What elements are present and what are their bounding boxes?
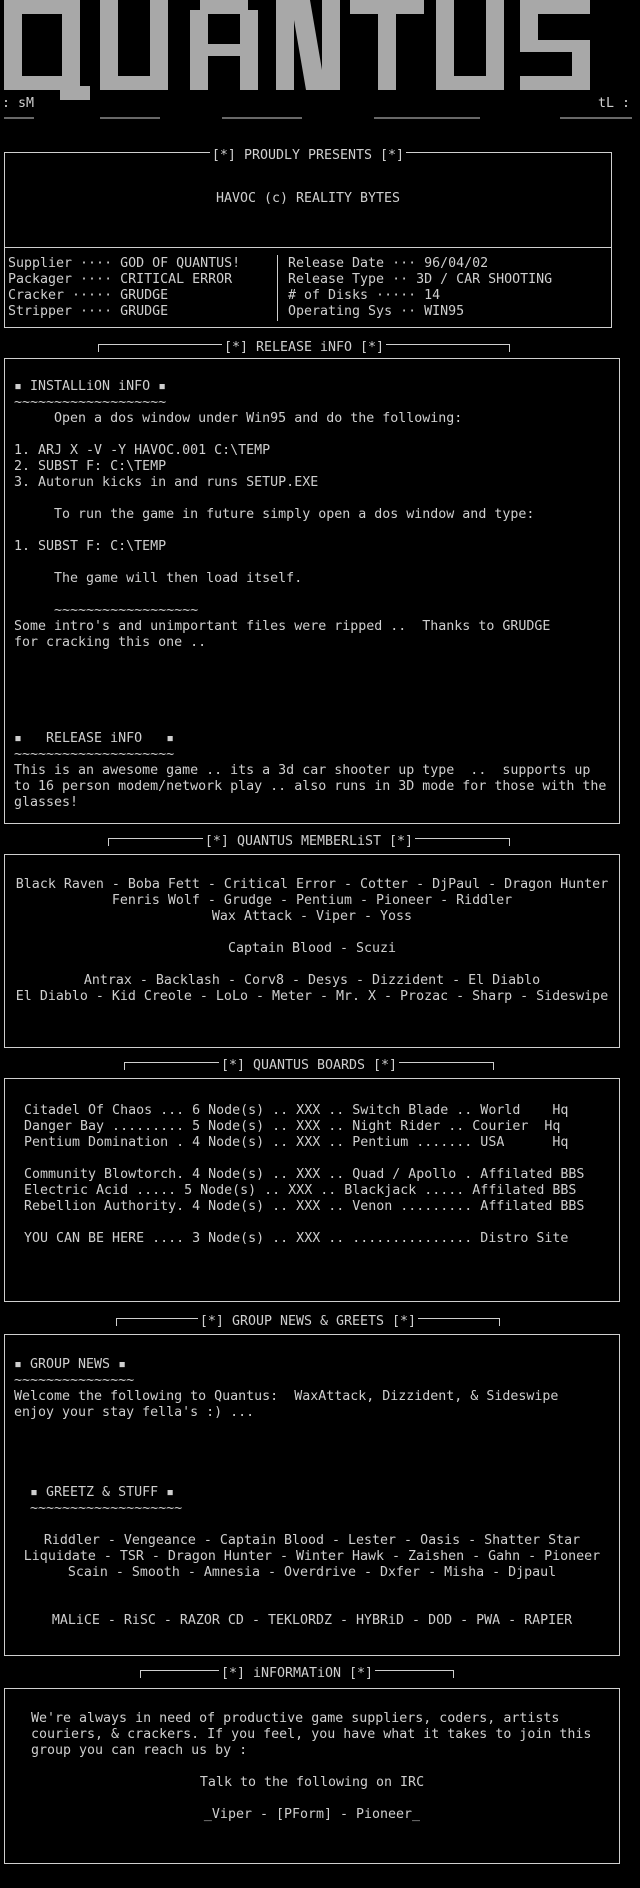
release-line-15: Some intro's and unimportant files were ripped .. Thanks to GRUDGE	[14, 619, 551, 634]
boards-header-bar	[124, 1058, 494, 1073]
release-line-16: for cracking this one ..	[14, 635, 207, 650]
release-line-8: To run the game in future simply open a dos window and type:	[14, 507, 535, 522]
members-box	[4, 854, 620, 1048]
board-line-2: Pentium Domination . 4 Node(s) .. XXX .. Pentium ....... USA Hq	[24, 1135, 569, 1150]
release-line-10: 1. SUBST F: C:\TEMP	[14, 539, 167, 554]
release-title: HAVOC (c) REALITY BYTES	[215, 191, 401, 206]
irc-line: Talk to the following on IRC	[199, 1775, 425, 1790]
presents-header: [*] PROUDLY PRESENTS [*]	[211, 148, 405, 163]
release-line-5: 2. SUBST F: C:\TEMP	[14, 459, 167, 474]
irc-contacts: _Viper - [PForm] - Pioneer_	[203, 1807, 421, 1822]
presents-right-1: Release Type ·· 3D / CAR SHOOTING	[288, 272, 553, 287]
presents-left-2: Cracker ····· GRUDGE	[8, 288, 169, 303]
member-line-2: Wax Attack - Viper - Yoss	[211, 909, 413, 924]
boards-box	[4, 1078, 620, 1302]
board-line-0: Citadel Of Chaos ... 6 Node(s) .. XXX .. Switch Blade .. World Hq	[24, 1103, 569, 1118]
board-line-5: Electric Acid ..... 5 Node(s) .. XXX .. Blackjack ..... Affilated BBS	[24, 1183, 577, 1198]
release-line-0: ▪ INSTALLiON iNFO ▪	[14, 379, 167, 394]
members-header: [*] QUANTUS MEMBERLiST [*]	[204, 834, 414, 849]
info-line-0: We're always in need of productive game suppliers, coders, artists	[31, 1711, 560, 1726]
presents-left-0: Supplier ···· GOD OF QUANTUS!	[8, 256, 241, 271]
release-line-14: ~~~~~~~~~~~~~~~~~~	[14, 603, 199, 618]
news-line-9: ~~~~~~~~~~~~~~~~~~~	[14, 1501, 183, 1516]
news-header-bar	[116, 1314, 500, 1329]
board-line-4: Community Blowtorch. 4 Node(s) .. XXX .. Quad / Apollo . Affilated BBS	[24, 1167, 585, 1182]
news-line-3: enjoy your stay fella's :) ...	[14, 1405, 255, 1420]
greetz-line-0: Riddler - Vengeance - Captain Blood - Lester - Oasis - Shatter Star	[43, 1533, 581, 1548]
presents-left-1: Packager ···· CRITICAL ERROR	[8, 272, 233, 287]
board-line-6: Rebellion Authority. 4 Node(s) .. XXX .. Venon ......... Affilated BBS	[24, 1199, 585, 1214]
news-line-2: Welcome the following to Quantus: WaxAttack, Dizzident, & Sideswipe	[14, 1389, 559, 1404]
greetz-line-1: Liquidate - TSR - Dragon Hunter - Winter Hawk - Zaishen - Gahn - Pioneer	[23, 1549, 601, 1564]
board-line-1: Danger Bay ......... 5 Node(s) .. XXX .. Night Rider .. Courier Hq	[24, 1119, 561, 1134]
member-line-6: Antrax - Backlash - Corv8 - Desys - Dizzident - El Diablo	[83, 973, 541, 988]
presents-divider	[5, 247, 611, 248]
news-line-8: ▪ GREETZ & STUFF ▪	[14, 1485, 175, 1500]
member-line-7: El Diablo - Kid Creole - LoLo - Meter - Mr. X - Prozac - Sharp - Sideswipe	[15, 989, 609, 1004]
logo-left-tag: : sM	[2, 96, 35, 111]
greetz-line-5: MALiCE - RiSC - RAZOR CD - TEKLORDZ - HYBRiD - DOD - PWA - RAPIER	[51, 1613, 573, 1628]
quantus-logo	[0, 0, 640, 120]
release-line-12: The game will then load itself.	[14, 571, 303, 586]
release-line-4: 1. ARJ X -V -Y HAVOC.001 C:\TEMP	[14, 443, 271, 458]
member-line-4: Captain Blood - Scuzi	[227, 941, 397, 956]
presents-right-0: Release Date ··· 96/04/02	[288, 256, 489, 271]
release-line-1: ~~~~~~~~~~~~~~~~~~~	[14, 395, 167, 410]
news-header: [*] GROUP NEWS & GREETS [*]	[199, 1314, 417, 1329]
info-header-bar	[140, 1666, 454, 1681]
presents-right-3: Operating Sys ·· WIN95	[288, 304, 465, 319]
news-line-0: ▪ GROUP NEWS ▪	[14, 1357, 127, 1372]
info-line-1: couriers, & crackers. If you feel, you have what it takes to join this	[31, 1727, 592, 1742]
release-line-25: to 16 person modem/network play .. also runs in 3D mode for those with the	[14, 779, 607, 794]
info-header: [*] iNFORMATiON [*]	[220, 1666, 374, 1681]
boards-header: [*] QUANTUS BOARDS [*]	[220, 1058, 398, 1073]
release-line-6: 3. Autorun kicks in and runs SETUP.EXE	[14, 475, 319, 490]
release-header-bar	[98, 340, 510, 355]
member-line-1: Fenris Wolf - Grudge - Pentium - Pioneer - Riddler	[111, 893, 513, 908]
news-line-1: ~~~~~~~~~~~~~~~	[14, 1373, 135, 1388]
presents-box	[4, 148, 612, 328]
presents-left-3: Stripper ···· GRUDGE	[8, 304, 169, 319]
info-box	[4, 1688, 620, 1864]
release-line-22: ▪ RELEASE iNFO ▪	[14, 731, 175, 746]
members-header-bar	[108, 834, 510, 849]
info-line-2: group you can reach us by :	[31, 1743, 248, 1758]
release-line-2: Open a dos window under Win95 and do the following:	[14, 411, 463, 426]
board-line-8: YOU CAN BE HERE .... 3 Node(s) .. XXX .. ............... Distro Site	[24, 1231, 569, 1246]
release-line-23: ~~~~~~~~~~~~~~~~~~~~	[14, 747, 175, 762]
greetz-line-2: Scain - Smooth - Amnesia - Overdrive - Dxfer - Misha - Djpaul	[67, 1565, 557, 1580]
release-header: [*] RELEASE iNFO [*]	[223, 340, 385, 355]
news-box	[4, 1334, 620, 1656]
release-line-26: glasses!	[14, 795, 79, 810]
logo-right-tag: tL :	[598, 96, 631, 111]
member-line-0: Black Raven - Boba Fett - Critical Error - Cotter - DjPaul - Dragon Hunter	[15, 877, 609, 892]
presents-column-divider	[277, 255, 278, 321]
presents-right-2: # of Disks ····· 14	[288, 288, 441, 303]
quantus-logo-art	[0, 0, 640, 120]
release-line-24: This is an awesome game .. its a 3d car shooter up type .. supports up	[14, 763, 591, 778]
release-box	[4, 358, 620, 824]
